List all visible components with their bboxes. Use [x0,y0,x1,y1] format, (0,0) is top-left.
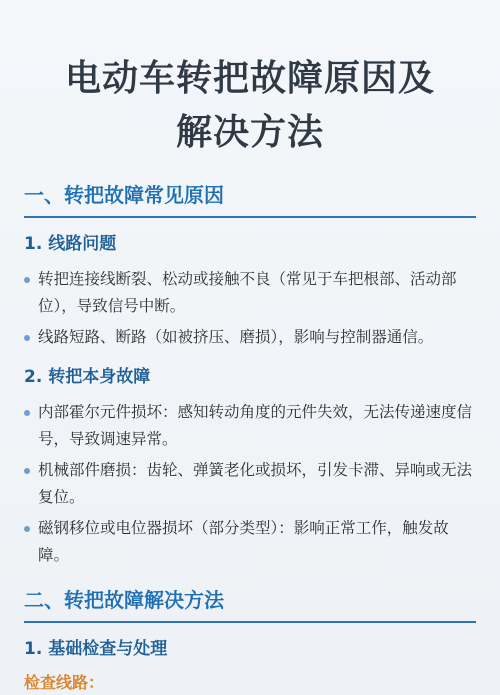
title-line-1: 电动车转把故障原因及 [64,58,435,99]
throttle-fault-list [24,399,476,569]
bullet-icon [24,468,30,474]
section-heading-solutions: 二、转把故障解决方法 [24,587,476,623]
list-item-text: 机械部件磨损：齿轮、弹簧老化或损坏，引发卡滞、异响或无法复位。 [38,461,473,506]
bullet-icon [24,410,30,416]
bullet-icon [24,526,30,532]
list-item [24,515,476,569]
page-title [24,0,476,160]
list-item-text: 转把连接线断裂、松动或接触不良（常见于车把根部、活动部位），导致信号中断。 [38,270,457,315]
subheading-basic-check: 1. 基础检查与处理 [24,639,168,659]
subheading-throttle-fault: 2. 转把本身故障 [24,367,151,387]
section-heading-causes: 一、转把故障常见原因 [24,182,476,218]
list-item [24,457,476,511]
title-line-2: 解决方法 [175,112,324,153]
partial-check-line: 检查线路： [24,673,105,692]
list-item-text: 磁钢移位或电位器损坏（部分类型）：影响正常工作，触发故障。 [38,519,449,564]
list-item-text: 内部霍尔元件损坏：感知转动角度的元件失效，无法传递速度信号，导致调速异常。 [38,403,473,448]
list-item [24,324,476,351]
list-item [24,266,476,320]
list-item [24,399,476,453]
bullet-icon [24,335,30,341]
wiring-list [24,266,476,351]
bullet-icon [24,277,30,283]
list-item-text: 线路短路、断路（如被挤压、磨损），影响与控制器通信。 [38,328,434,346]
subheading-wiring: 1. 线路问题 [24,234,117,254]
